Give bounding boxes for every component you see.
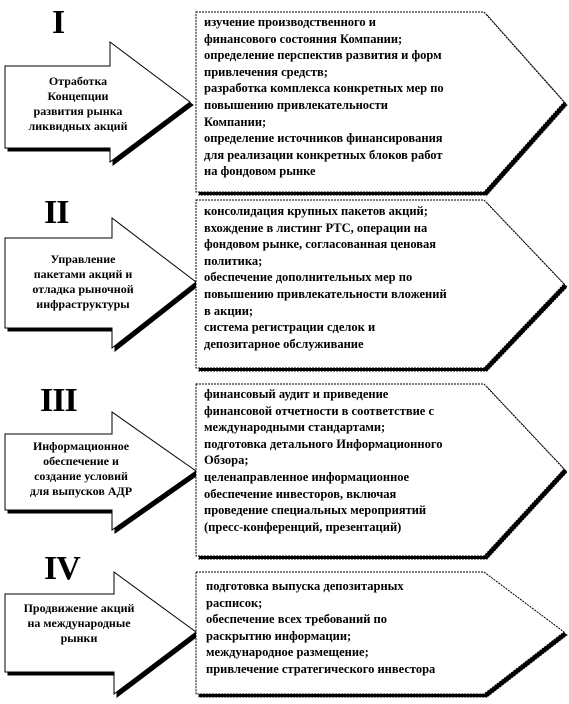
stage-2-tasks: консолидация крупных пакетов акций; вхождение в листинг РТС, операции на фондовом рынке, согласованная ценовая политика; обеспечение дополнительных мер по повышению привлекательности вложений в акции; система регистрации сделок и депозитарное обслуживание [204, 204, 447, 351]
stage-2-label: Управление пакетами акций и отладка рыночной инфраструктуры [32, 252, 134, 311]
stage-1-numeral: I [52, 4, 65, 41]
stage-3-tasks: финансовый аудит и приведение финансовой отчетности в соответствие с международными стандартами; подготовка детального Информационного Обзора; целенаправленное информационное обеспечение инвесторов, включая проведение специальных мероприятий (пресс-конференций, презентаций) [204, 387, 443, 534]
stage-1-label: Отработка Концепции развития рынка ликвидных акций [28, 74, 128, 133]
stage-4-label: Продвижение акций на международные рынки [23, 601, 135, 645]
stage-4-tasks: подготовка выпуска депозитарных расписок; обеспечение всех требований по раскрытию информации; международное размещение; привлечение стратегического инвестора [206, 579, 436, 676]
stage-3-label: Информационное обеспечение и создание условий для выпусков АДР [29, 439, 133, 498]
stage-3-numeral: III [40, 382, 77, 419]
stage-2-numeral: II [44, 194, 69, 231]
stage-1-tasks: изучение производственного и финансового состояния Компании; определение перспектив развития и форм привлечения средств; разработка комплекса конкретных мер по повышению привлекательности Компании; определение источников финансирования для реализации конкретных блоков работ на фондовом рынке [204, 15, 444, 179]
stage-4-numeral: IV [44, 550, 80, 587]
